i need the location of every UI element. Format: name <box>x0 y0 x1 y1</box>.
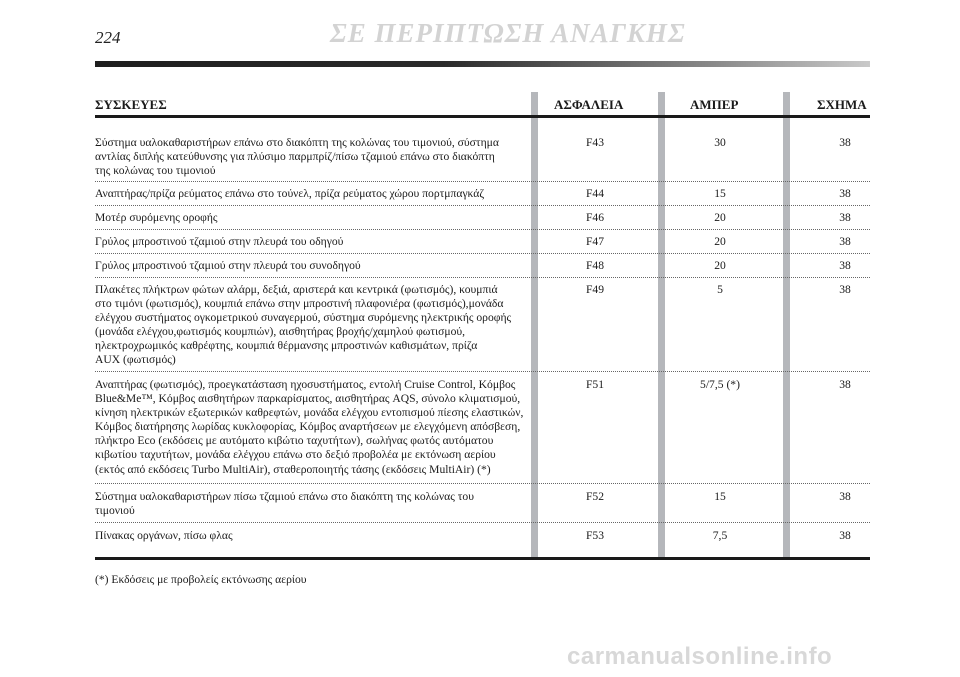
row-figure: 38 <box>839 235 851 248</box>
row-amp: 15 <box>714 187 726 200</box>
row-fuse: F47 <box>585 235 605 248</box>
row-amp: 15 <box>714 490 726 503</box>
row-divider <box>95 277 870 278</box>
row-amp: 7,5 <box>712 529 728 542</box>
row-fuse: F53 <box>585 529 605 542</box>
row-description: Σύστημα υαλοκαθαριστήρων πίσω τζαμιού επάνω στο διακόπτη της κολώνας του τιμονιού <box>95 490 474 518</box>
column-separator <box>783 92 790 558</box>
table-bottom-rule <box>95 557 870 560</box>
row-divider <box>95 253 870 254</box>
page-title: ΣΕ ΠΕΡΙΠΤΩΣΗ ΑΝΑΓΚΗΣ <box>330 18 686 48</box>
row-figure: 38 <box>839 529 851 542</box>
row-figure: 38 <box>839 283 851 296</box>
row-description: Αναπτήρας/πρίζα ρεύματος επάνω στο τούνελ, πρίζα ρεύματος χώρου πορτμπαγκάζ <box>95 187 485 200</box>
row-divider <box>95 205 870 206</box>
row-divider <box>95 229 870 230</box>
row-description: Αναπτήρας (φωτισμός), προεγκατάσταση ηχοσυστήματος, εντολή Cruise Control, Κόμβος Blue&Me™, Κόμβος αισθητήρων παρκαρίσματος, αισθητήρας AQS, σύνολο κλιματισμού, κίνηση ηλεκτρικών εξωτερικών καθρεφτών, μονάδα ελέγχου εντοπισμού πίεσης ελαστικών, Κόμβος διατήρησης λωρίδας κυκλοφορίας, Κόμβος αναρτήσεων με ελεγχόμενη απόσβεση, πλήκτρο Eco (εκδόσεις με αυτόματο κιβώτιο ταχυτήτων), σωλήνας φωτός αυτόματου κιβωτίου ταχυτήτων, μονάδα ελέγχου επάνω στο δεξιό προβολέα με εκτόνωση αερίου (εκτός από εκδόσεις Turbo MultiAir), σταθεροποιητής τάσης (εκδόσεις MultiAir) (*) <box>95 378 524 476</box>
row-figure: 38 <box>839 136 851 149</box>
watermark: carmanualsonline.info <box>567 643 833 670</box>
row-amp: 20 <box>714 211 726 224</box>
footnote: (*) Εκδόσεις με προβολείς εκτόνωσης αερίου <box>95 573 307 586</box>
row-figure: 38 <box>839 187 851 200</box>
row-fuse: F43 <box>585 136 605 149</box>
row-amp: 30 <box>714 136 726 149</box>
header-devices: ΣΥΣΚΕΥΕΣ <box>95 97 167 112</box>
row-description: Πλακέτες πλήκτρων φώτων αλάρμ, δεξιά, αριστερά και κεντρικά (φωτισμός), κουμπιά στο τιμόνι (φωτισμός), κουμπιά επάνω στην μπροστινή πλαφονιέρα (φωτισμός),μονάδα ελέγχου συστήματος ογκομετρικού συναγερμού, σύστημα συρόμενης ηλεκτρικής οροφής (μονάδα ελέγχου,φωτισμός κουμπιών), αισθητήρας βροχής/χαμηλού φωτισμού, ηλεκτροχρωμικός καθρέφτης, κουμπιά θέρμανσης μπροστινών καθισμάτων, πρίζα AUX (φωτισμός) <box>95 283 512 367</box>
column-separator <box>658 92 665 558</box>
row-divider <box>95 181 870 182</box>
row-amp: 5 <box>717 283 723 296</box>
row-description: Γρύλος μπροστινού τζαμιού στην πλευρά του οδηγού <box>95 235 344 248</box>
row-figure: 38 <box>839 490 851 503</box>
row-figure: 38 <box>839 211 851 224</box>
row-amp: 20 <box>714 259 726 272</box>
row-fuse: F49 <box>585 283 605 296</box>
header-fuse: ΑΣΦΑΛΕΙΑ <box>554 97 624 112</box>
row-description: Μοτέρ συρόμενης οροφής <box>95 211 218 224</box>
row-description: Πίνακας οργάνων, πίσω φλας <box>95 529 233 542</box>
header-bar <box>95 61 870 67</box>
header-rule <box>95 115 870 118</box>
row-description: Γρύλος μπροστινού τζαμιού στην πλευρά του συνοδηγού <box>95 259 361 272</box>
header-amp: ΑΜΠΕΡ <box>690 97 739 112</box>
row-amp: 5/7,5 (*) <box>700 378 740 391</box>
row-description: Σύστημα υαλοκαθαριστήρων επάνω στο διακόπτη της κολώνας του τιμονιού, σύστημα αντλίας διπλής κατεύθυνσης για πλύσιμο παρμπρίζ/πίσω τζαμιού επάνω στο διακόπτη της κολώνας του τιμονιού <box>95 136 499 178</box>
column-separator <box>531 92 538 558</box>
row-fuse: F46 <box>585 211 605 224</box>
row-divider <box>95 522 870 523</box>
header-figure: ΣΧΗΜΑ <box>817 97 867 112</box>
fuse-table <box>95 92 870 562</box>
row-fuse: F48 <box>585 259 605 272</box>
row-divider <box>95 483 870 484</box>
row-amp: 20 <box>714 235 726 248</box>
row-fuse: F44 <box>585 187 605 200</box>
row-divider <box>95 371 870 372</box>
row-fuse: F51 <box>585 378 605 391</box>
row-fuse: F52 <box>585 490 605 503</box>
page-number: 224 <box>95 28 121 47</box>
row-figure: 38 <box>839 378 851 391</box>
row-figure: 38 <box>839 259 851 272</box>
